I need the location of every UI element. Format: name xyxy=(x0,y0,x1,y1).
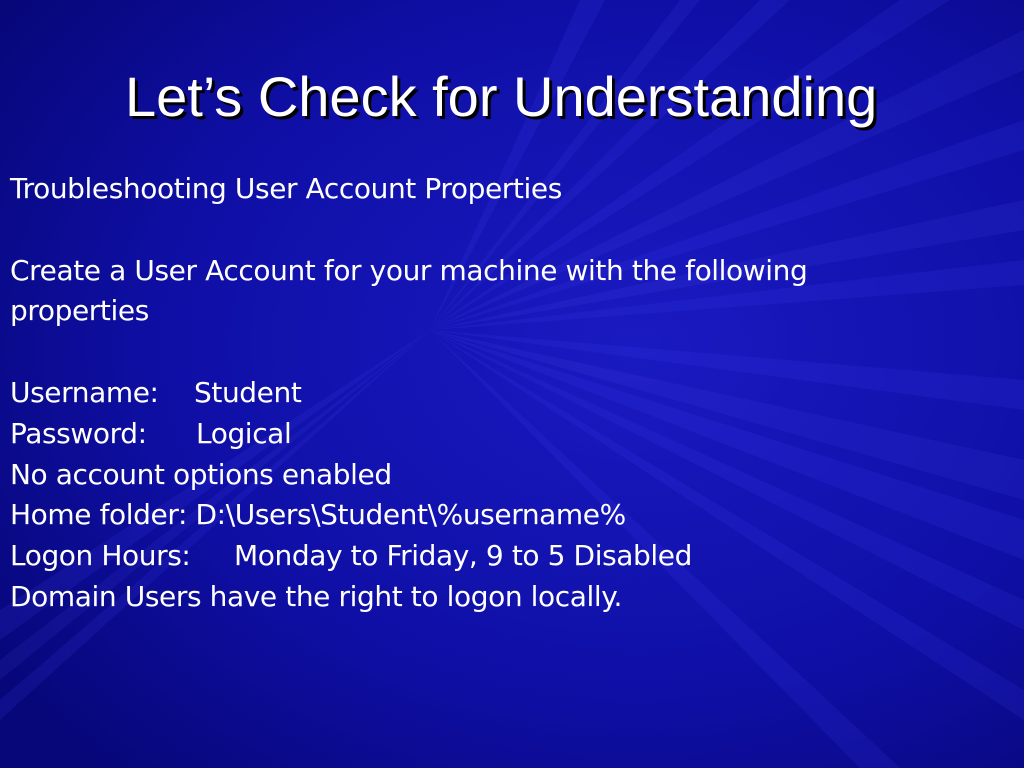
password-value: Logical xyxy=(196,416,292,450)
logon-hours-label: Logon Hours: xyxy=(10,539,191,573)
instruction-line-2: properties xyxy=(10,294,149,328)
password-label: Password: xyxy=(10,416,147,450)
home-folder-line: Home folder: D:\Users\Student\%username% xyxy=(10,498,626,532)
logon-hours-line xyxy=(10,536,1010,577)
instruction-line-1: Create a User Account for your machine with the following xyxy=(10,253,808,287)
password-line xyxy=(10,414,1010,455)
username-line xyxy=(10,373,1010,414)
slide-title: Let’s Check for Understanding xyxy=(125,65,878,128)
spacer xyxy=(10,332,1010,373)
logon-hours-value: Monday to Friday, 9 to 5 Disabled xyxy=(234,539,692,573)
logon-right-line: Domain Users have the right to logon locally. xyxy=(10,579,622,613)
slide-body xyxy=(10,169,1010,618)
account-options-line: No account options enabled xyxy=(10,457,392,491)
spacer xyxy=(10,210,1010,251)
username-label: Username: xyxy=(10,375,159,409)
username-value: Student xyxy=(194,375,302,409)
subtitle: Troubleshooting User Account Properties xyxy=(10,172,562,205)
